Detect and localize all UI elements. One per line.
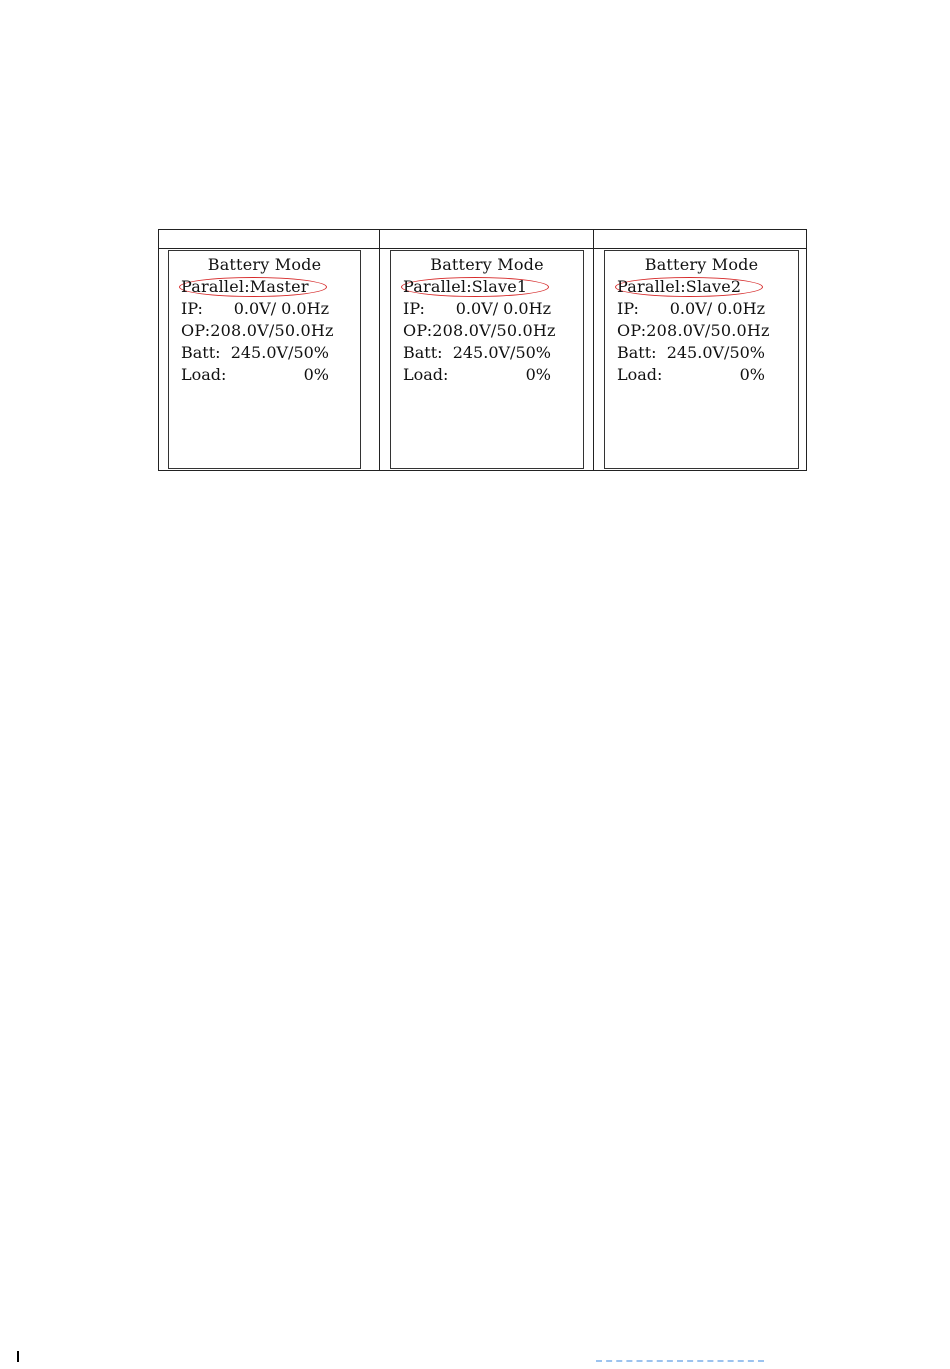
lcd-input-row: [617, 299, 765, 319]
lcd-mode-title: Battery Mode: [430, 255, 544, 274]
lcd-load-row: [617, 365, 765, 385]
lcd-output-row: OP:208.0V/50.0Hz: [617, 321, 770, 340]
lcd-load-row: [403, 365, 551, 385]
lcd-mode-title: Battery Mode: [207, 255, 322, 274]
panel-master: [159, 230, 380, 470]
lcd-panel-table: [158, 229, 807, 471]
lcd-battery-row: [181, 343, 329, 363]
lcd-battery-value: 245.0V/50%: [452, 343, 551, 362]
cell-divider: [380, 248, 593, 249]
lcd-load-row: [181, 365, 329, 385]
lcd-parallel-role: Parallel:Slave2: [617, 277, 742, 296]
lcd-input-label: IP:: [181, 299, 203, 318]
lcd-battery-row: [617, 343, 765, 363]
footer-dashed-rule: [596, 1356, 764, 1362]
lcd-input-value: 0.0V/ 0.0Hz: [669, 299, 765, 318]
lcd-battery-row: [403, 343, 551, 363]
lcd-input-value: 0.0V/ 0.0Hz: [233, 299, 329, 318]
page-edge-mark: [17, 1351, 19, 1362]
lcd-screen-slave2: [604, 250, 799, 469]
lcd-mode-title: Battery Mode: [644, 255, 759, 274]
lcd-output-row: OP:208.0V/50.0Hz: [403, 321, 556, 340]
lcd-battery-label: Batt:: [617, 343, 657, 362]
cell-divider: [159, 248, 379, 249]
lcd-battery-value: 245.0V/50%: [230, 343, 329, 362]
lcd-screen-slave1: [390, 250, 584, 469]
lcd-load-value: 0%: [739, 365, 765, 384]
lcd-parallel-role: Parallel:Slave1: [403, 277, 528, 296]
lcd-load-value: 0%: [303, 365, 329, 384]
lcd-parallel-role: Parallel:Master: [181, 277, 309, 296]
lcd-output-row: OP:208.0V/50.0Hz: [181, 321, 334, 340]
lcd-input-value: 0.0V/ 0.0Hz: [455, 299, 551, 318]
lcd-screen-master: [168, 250, 361, 469]
panel-slave1: [380, 230, 594, 470]
lcd-load-value: 0%: [525, 365, 551, 384]
panel-slave2: [594, 230, 806, 470]
cell-divider: [594, 248, 806, 249]
lcd-input-row: [181, 299, 329, 319]
lcd-battery-label: Batt:: [181, 343, 221, 362]
lcd-input-row: [403, 299, 551, 319]
lcd-battery-value: 245.0V/50%: [666, 343, 765, 362]
lcd-load-label: Load:: [403, 365, 449, 384]
lcd-input-label: IP:: [617, 299, 639, 318]
lcd-load-label: Load:: [181, 365, 227, 384]
lcd-input-label: IP:: [403, 299, 425, 318]
lcd-battery-label: Batt:: [403, 343, 443, 362]
lcd-load-label: Load:: [617, 365, 663, 384]
